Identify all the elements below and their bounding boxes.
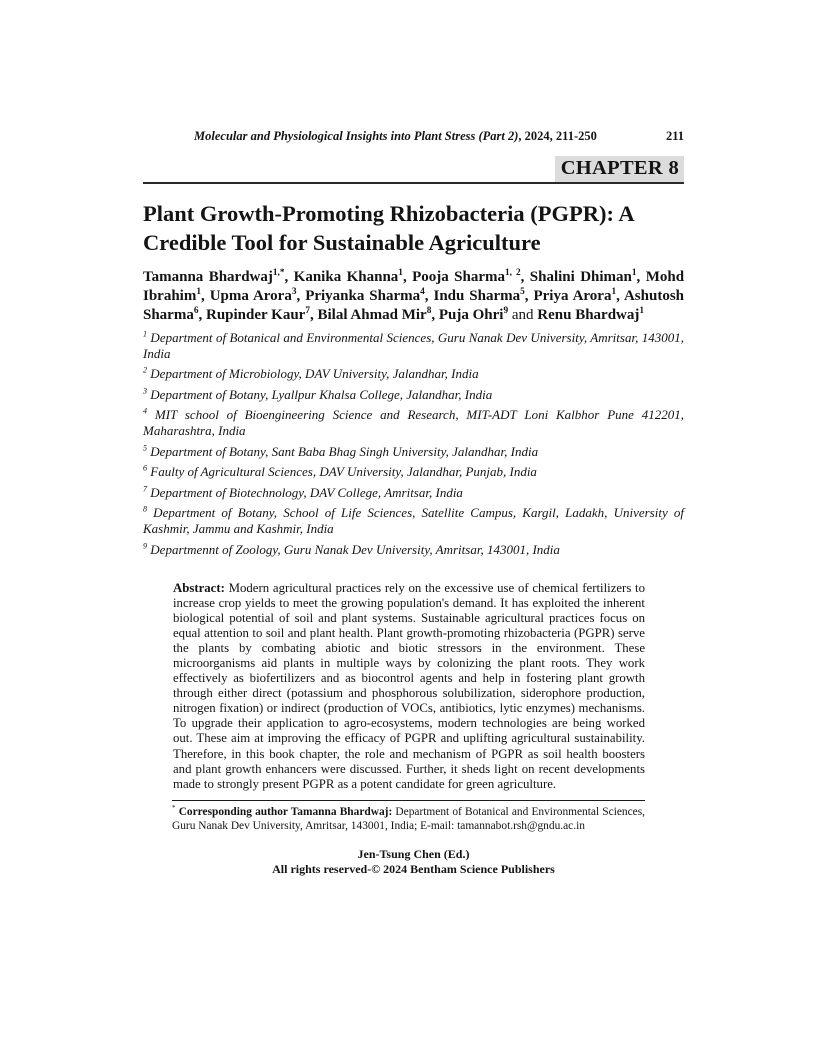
chapter-heading-rule <box>143 156 684 184</box>
author-name: Bilal Ahmad Mir <box>317 307 427 323</box>
affiliation-number-superscript: 8 <box>143 504 148 514</box>
author-list: Tamanna Bhardwaj$^{1,*}$, Kanika Khanna$^1$, Pooja Sharma$^{1, 2}$, Shalini Dhiman$^1$, Mohd Ibrahim$^1$, Upma Arora$^3$, Priyanka Sharma$^4$, Indu Sharma$^5$, Priya Arora$^1$, Ashutosh Sharma$^6$, Rupinder Kaur$^7$, Bilal Ahmad Mir$^8$, Puja Ohri$^9$ and Renu Bhardwaj$^1$ <box>143 268 685 323</box>
publisher-footer <box>143 847 684 877</box>
editor-line: Jen-Tsung Chen (Ed.) <box>357 847 470 862</box>
author-affiliation-superscript: 1,* <box>272 268 285 278</box>
affiliation: $^8$ Department of Botany, School of Life Sciences, Satellite Campus, Kargil, Ladakh, University of Kashmir, Jammu and Kashmir, India <box>143 504 684 536</box>
affiliation-number-superscript: 3 <box>143 386 148 396</box>
author-affiliation-superscript: 9 <box>503 306 509 316</box>
running-head-text <box>143 128 648 144</box>
corresponding-author-footnote <box>172 800 645 833</box>
affiliation-number-superscript: 6 <box>143 463 148 473</box>
author-affiliation-superscript: 1 <box>639 306 645 316</box>
affiliation-number-superscript: 9 <box>143 541 148 551</box>
affiliation-number-superscript: 5 <box>143 443 148 453</box>
author-affiliation-superscript: 1, 2 <box>505 268 521 278</box>
footnote-marker: * <box>172 804 176 813</box>
author-name: Rupinder Kaur <box>206 307 306 323</box>
author-name: Renu Bhardwaj <box>537 307 640 323</box>
affiliation: $^3$ Department of Botany, Lyallpur Khalsa College, Jalandhar, India <box>143 386 493 402</box>
author-affiliation-superscript: 5 <box>520 287 525 297</box>
affiliation: $^4$ MIT school of Bioengineering Science and Research, MIT-ADT Loni Kalbhor Pune 412201, Maharashtra, India <box>143 406 684 438</box>
author-affiliation-superscript: 1 <box>611 287 617 297</box>
running-head-book-title: Molecular and Physiological Insights into Plant Stress (Part 2) <box>194 129 519 143</box>
affiliation-list <box>143 330 684 558</box>
author-name: Tamanna Bhardwaj <box>143 269 273 285</box>
author-name: Upma Arora <box>209 288 292 304</box>
chapter-label: CHAPTER 8 <box>555 156 684 182</box>
affiliation: $^5$ Department of Botany, Sant Baba Bhag Singh University, Jalandhar, India <box>143 443 539 459</box>
author-name: Ashutosh Sharma <box>143 288 684 323</box>
author-affiliation-superscript: 4 <box>420 287 425 297</box>
author-name: Priya Arora <box>533 288 612 304</box>
author-affiliation-superscript: 3 <box>291 287 297 297</box>
author-name: Kanika Khanna <box>293 269 399 285</box>
author-name: Pooja Sharma <box>412 269 506 285</box>
running-head-issue-info: , 2024, 211-250 <box>518 129 597 143</box>
affiliation: $^7$ Department of Biotechnology, DAV College, Amritsar, India <box>143 484 463 500</box>
author-affiliation-superscript: 6 <box>193 306 199 316</box>
author-name: Priyanka Sharma <box>305 288 421 304</box>
affiliation: $^1$ Department of Botanical and Environmental Sciences, Guru Nanak Dev University, Amritsar, 143001, India <box>143 329 684 361</box>
affiliation-number-superscript: 4 <box>143 406 148 416</box>
author-affiliation-superscript: 8 <box>426 306 432 316</box>
affiliation: $^9$ Departmennt of Zoology, Guru Nanak Dev University, Amritsar, 143001, India <box>143 541 560 557</box>
footnote-text <box>172 805 645 833</box>
footnote-address: Department of Botanical and Environmental Sciences, Guru Nanak Dev University, Amritsar, 143001, India; E-mail: <box>172 805 645 833</box>
page-number: 211 <box>665 129 684 143</box>
author-conjunction: and <box>508 307 538 323</box>
abstract <box>173 581 645 792</box>
author-name: Indu Sharma <box>433 288 521 304</box>
author-name: Mohd Ibrahim <box>143 269 685 304</box>
author-name: Puja Ohri <box>438 307 504 323</box>
affiliation-number-superscript: 7 <box>143 484 148 494</box>
affiliation-number-superscript: 2 <box>143 365 148 375</box>
author-affiliation-superscript: 1 <box>398 268 403 278</box>
running-head <box>143 128 684 144</box>
abstract-label: Abstract: <box>173 580 225 595</box>
affiliation: $^6$ Faulty of Agricultural Sciences, DAV University, Jalandhar, Punjab, India <box>143 463 537 479</box>
author-name: Shalini Dhiman <box>529 269 632 285</box>
affiliation-number-superscript: 1 <box>143 329 148 339</box>
footnote-corresponding-author: Corresponding author Tamanna Bhardwaj: <box>178 805 393 818</box>
corresponding-email: tamannabot.rsh@gndu.ac.in <box>457 820 585 833</box>
footnote-rule <box>172 800 645 801</box>
copyright-line: All rights reserved-© 2024 Bentham Science Publishers <box>272 862 555 877</box>
author-affiliation-superscript: 1 <box>631 268 637 278</box>
author-affiliation-superscript: 1 <box>196 287 201 297</box>
author-affiliation-superscript: 7 <box>305 306 310 316</box>
affiliation: $^2$ Department of Microbiology, DAV University, Jalandhar, India <box>143 365 479 381</box>
chapter-title: Plant Growth-Promoting Rhizobacteria (PGPR): A Credible Tool for Sustainable Agriculture <box>143 201 634 255</box>
abstract-text: Modern agricultural practices rely on the excessive use of chemical fertilizers to increase crop yields to meet the growing population's demand. It has exploited the inherent biological potential of soil and plant systems. Sustainable agricultural practices focus on equal attention to soil and plant health. Plant growth-promoting rhizobacteria (PGPR) serve the plants by combating abiotic and biotic stressors in the environment. These microorganisms aid plants in multiple ways by colonizing the plant roots. They work effectively as biofertilizers and as biocontrol agents and help in fostering plant growth through either direct (potassium and phosphorous solubilization, siderophore production, nitrogen fixation) or indirect (production of VOCs, antibiotics, lytic enzymes) mechanisms. To upgrade their application to agro-ecosystems, modern technologies are being worked out. These aim at improving the efficacy of PGPR and uplifting agricultural sustainability. Therefore, in this book chapter, the role and mechanism of PGPR as soil health boosters and plant growth enhancers were discussed. Further, it sheds light on recent developments made to strongly present PGPR as a potent candidate for green agriculture. <box>173 580 645 791</box>
